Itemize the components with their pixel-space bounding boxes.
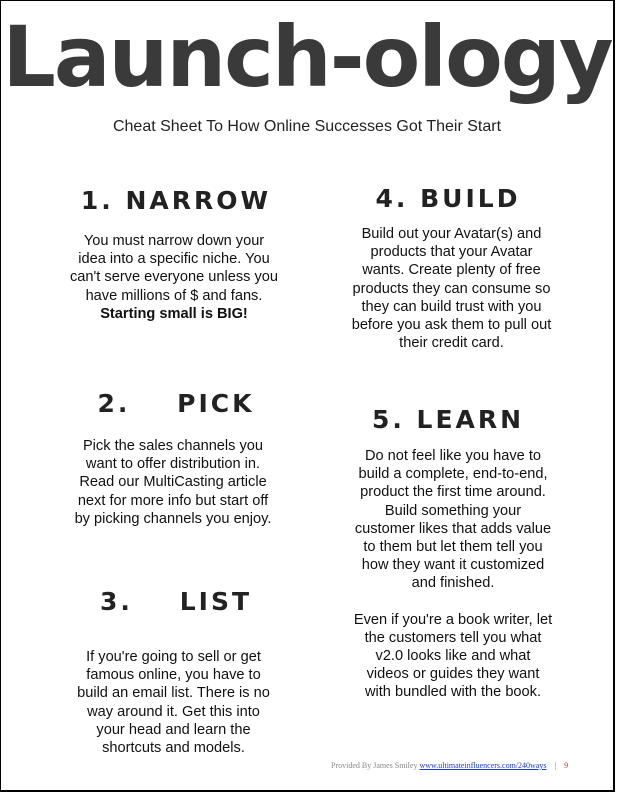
heading-narrow: 1. NARROW bbox=[80, 186, 272, 215]
list-body: If you're going to sell or get famous online, you have to build an email list. There is no way around it. Get this into your head and learn the shortcuts and models. bbox=[77, 649, 270, 757]
footer-provided-by: Provided By James Smiley bbox=[331, 761, 418, 770]
narrow-emphasis: Starting small is BIG! bbox=[100, 305, 248, 322]
section-learn bbox=[353, 447, 553, 702]
section-build bbox=[349, 225, 554, 352]
section-list bbox=[71, 648, 276, 757]
page-footer bbox=[331, 761, 568, 770]
narrow-text bbox=[69, 232, 279, 323]
narrow-body: You must narrow down your idea into a specific niche. You can't serve everyone unless you have millions of $ and fans. bbox=[69, 233, 279, 304]
page-title: Launch-ology bbox=[2, 8, 612, 106]
build-body: Build out your Avatar(s) and products that your Avatar wants. Create plenty of free products they can consume so they can build trust with you before you ask them to pull out their credit card. bbox=[351, 226, 552, 352]
heading-list: 3. LIST bbox=[100, 587, 252, 616]
pick-body: Pick the sales channels you want to offer distribution in. Read our MultiCasting article next for more info but start off by picking channels you enjoy. bbox=[74, 438, 272, 527]
page-number: 9 bbox=[564, 761, 569, 770]
section-pick bbox=[73, 437, 273, 528]
footer-separator: | bbox=[554, 761, 557, 770]
learn-body: Do not feel like you have to build a complete, end-to-end, product the first time around. Build something your customer likes that adds value to them but let them tell you how they want it customized and finished. bbox=[354, 448, 552, 592]
heading-pick: 2. PICK bbox=[97, 389, 255, 418]
footer-link[interactable]: www.ultimateinfluencers.com/240ways bbox=[419, 761, 547, 770]
heading-build: 4. BUILD bbox=[375, 184, 521, 213]
heading-learn: 5. LEARN bbox=[371, 405, 525, 434]
section-narrow bbox=[69, 232, 279, 323]
page-subtitle: Cheat Sheet To How Online Successes Got Their Start bbox=[112, 118, 502, 135]
learn-body-2: Even if you're a book writer, let the customers tell you what v2.0 looks like and what videos or guides they want with bundled with the book. bbox=[353, 611, 553, 701]
